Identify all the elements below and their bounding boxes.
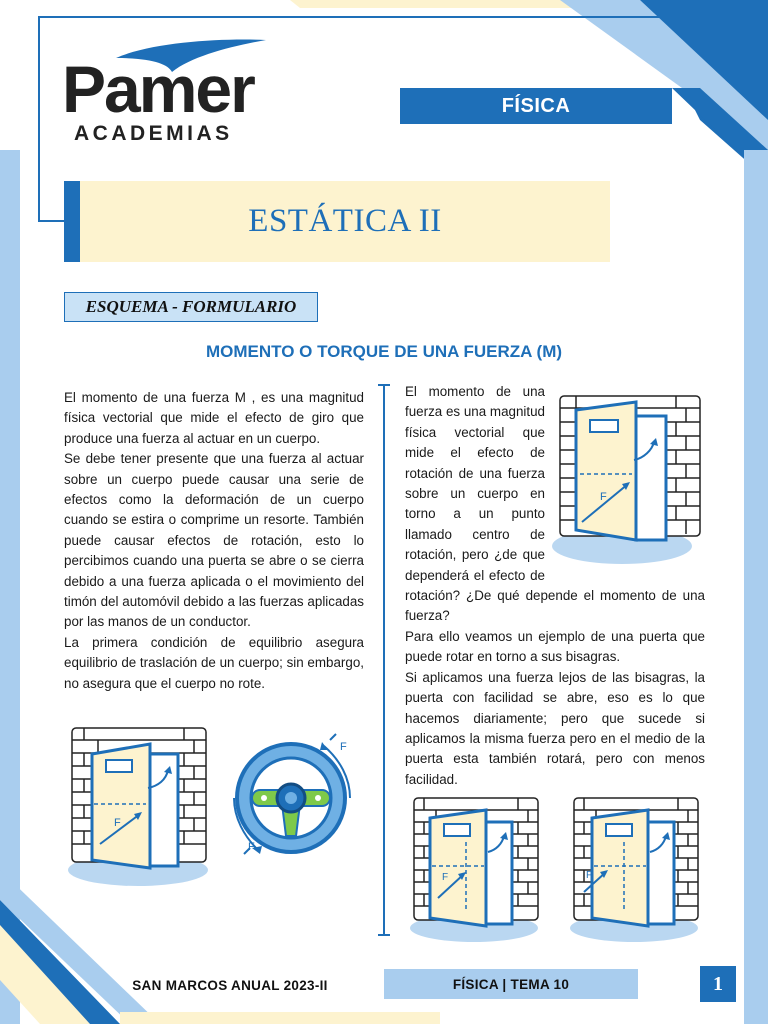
left-paragraph-3: La primera condición de equilibrio asegura equilibrio de traslación de un cuerpo; sin embargo, no asegura que el cuerpo no rote. — [64, 634, 364, 691]
frame-line-top — [38, 16, 728, 18]
page-number: 1 — [700, 966, 736, 1002]
door-figure-bottom-2 — [566, 792, 706, 944]
logo-wordmark: Pamer — [62, 52, 254, 126]
subject-tab: FÍSICA — [400, 88, 672, 124]
column-divider — [383, 384, 385, 936]
left-column-text — [64, 388, 364, 694]
door-figure-left — [64, 722, 214, 888]
pamer-logo — [62, 36, 272, 151]
frame-line-left — [38, 16, 40, 221]
force-label: F — [442, 872, 449, 883]
column-divider-cap-bottom — [378, 934, 390, 936]
steering-wheel-figure — [228, 732, 358, 862]
force-label-1: F — [340, 741, 347, 753]
door-figure-main — [552, 388, 708, 566]
footer-course: SAN MARCOS ANUAL 2023-II — [132, 977, 328, 993]
right-paragraph-1-text: El momento de una fuerza es una magnitud física vectorial que mide el efecto de rotación de una fuerza sobre un cuerpo en torno a un punto llamado centro de rotación, pero ¿de que dependerá el efecto de rotación? ¿De qué depende el momento de una fuerza? — [405, 384, 705, 624]
force-label: F — [114, 817, 121, 829]
section-label: ESQUEMA - FORMULARIO — [64, 292, 318, 322]
page-title: ESTÁTICA II — [248, 203, 442, 239]
force-label: F — [600, 491, 607, 503]
logo-tagline: ACADEMIAS — [74, 122, 233, 145]
left-paragraph-1: El momento de una fuerza M , es una magnitud física vectorial que mide el efecto de giro que produce una fuerza al actuar en un cuerpo. — [64, 390, 364, 446]
force-label: F — [586, 870, 593, 881]
left-paragraph-2: Se debe tener presente que una fuerza al actuar sobre un cuerpo puede causar una serie de efectos como la deformación de un cuerpo cuando se estira o comprime un resorte. También puede causar efectos de rotación, esto lo percibimos cuando una puerta se abre o se cierra debido a una fuerza aplicada o el movimiento del timón del automóvil debido a las fuerzas aplicadas por las manos de un conductor. — [64, 451, 364, 630]
door-figure-bottom-1 — [406, 792, 546, 944]
column-divider-cap-top — [378, 384, 390, 386]
footer-topic: FÍSICA | TEMA 10 — [384, 969, 638, 999]
section-subtitle: MOMENTO O TORQUE DE UNA FUERZA (M) — [205, 342, 563, 361]
right-paragraph-3: Si aplicamos una fuerza lejos de las bisagras, la puerta con facilidad se abre, eso es lo que hacemos diariamente; pero que sucede si aplicamos la misma fuerza pero en el medio de la puerta esta también rotará, pero con menos facilidad. — [405, 669, 705, 787]
force-label-2: F — [248, 841, 255, 853]
title-accent-bar — [64, 181, 80, 262]
steering-wheel-icon — [237, 744, 345, 852]
right-paragraph-2: Para ello veamos un ejemplo de una puerta que puede rotar en torno a sus bisagras. — [405, 628, 705, 665]
